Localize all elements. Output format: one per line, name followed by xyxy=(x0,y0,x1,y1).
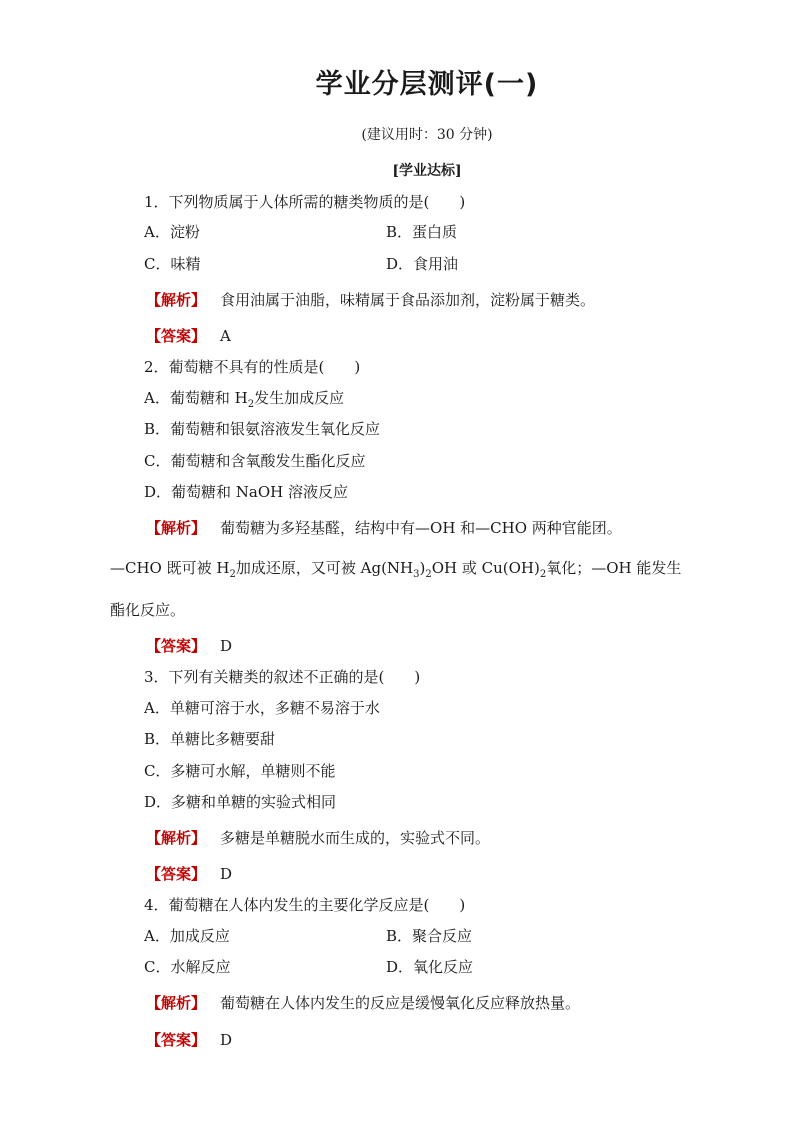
subscript: 2 xyxy=(229,569,236,580)
q2-answer xyxy=(146,636,232,656)
q3-option-b: B．单糖比多糖要甜 xyxy=(144,730,276,748)
answer-label: 【答案】 xyxy=(146,865,207,883)
analysis-label: 【解析】 xyxy=(146,994,207,1012)
subscript: 3 xyxy=(413,569,420,580)
q2-answer-text: D xyxy=(220,637,233,655)
q2-analysis xyxy=(146,518,622,538)
text: 氧化；—OH 能发生 xyxy=(546,559,682,577)
q4-option-c: C．水解反应 xyxy=(144,958,231,976)
answer-label: 【答案】 xyxy=(146,637,207,655)
answer-label: 【答案】 xyxy=(146,327,207,345)
q3-option-c: C．多糖可水解，单糖则不能 xyxy=(144,762,336,780)
text: 加成还原，又可被 Ag(NH xyxy=(235,559,414,577)
q4-option-b: B．聚合反应 xyxy=(386,927,473,945)
q1-option-d: D．食用油 xyxy=(386,255,459,273)
q4-option-d: D．氧化反应 xyxy=(386,958,474,976)
q4-answer-text: D xyxy=(220,1031,233,1049)
text: ) xyxy=(419,559,426,577)
q4-analysis xyxy=(146,993,580,1013)
q1-option-b: B．蛋白质 xyxy=(386,223,458,241)
q1-stem: 1．下列物质属于人体所需的糖类物质的是( ) xyxy=(144,193,466,211)
q2-a-text: A．葡萄糖和 H xyxy=(144,389,248,407)
q4-stem: 4．葡萄糖在人体内发生的主要化学反应是( ) xyxy=(144,896,466,914)
subscript: 2 xyxy=(247,399,255,410)
q1-answer-text: A xyxy=(220,327,231,345)
q3-analysis-text: 多糖是单糖脱水而生成的，实验式不同。 xyxy=(220,829,491,847)
q3-option-a: A．单糖可溶于水，多糖不易溶于水 xyxy=(144,699,380,717)
page-title: 学业分层测评(一) xyxy=(315,69,539,100)
q1-analysis xyxy=(146,290,595,310)
answer-label: 【答案】 xyxy=(146,1031,207,1049)
q2-option-b: B．葡萄糖和银氨溶液发生氧化反应 xyxy=(144,420,381,438)
q2-a-text-end: 发生加成反应 xyxy=(254,389,345,407)
subscript: 2 xyxy=(425,569,432,580)
text: OH 或 Cu(OH) xyxy=(431,559,540,577)
section-heading: [学业达标] xyxy=(392,163,462,179)
q2-option-c: C．葡萄糖和含氧酸发生酯化反应 xyxy=(144,452,366,470)
q3-answer xyxy=(146,864,232,884)
q2-option-a xyxy=(144,388,344,408)
q1-option-c: C．味精 xyxy=(144,255,201,273)
q2-option-d: D．葡萄糖和 NaOH 溶液反应 xyxy=(144,483,349,501)
q4-answer xyxy=(146,1030,232,1050)
analysis-label: 【解析】 xyxy=(146,829,207,847)
q3-answer-text: D xyxy=(220,865,233,883)
subscript: 2 xyxy=(539,569,547,580)
text: —CHO 既可被 H xyxy=(110,559,230,577)
q1-option-a: A．淀粉 xyxy=(144,223,200,241)
q2-stem: 2．葡萄糖不具有的性质是( ) xyxy=(144,358,361,376)
q1-answer xyxy=(146,326,231,346)
time-note: (建议用时：30 分钟) xyxy=(361,127,493,143)
q1-analysis-text: 食用油属于油脂，味精属于食品添加剂，淀粉属于糖类。 xyxy=(220,291,596,309)
analysis-label: 【解析】 xyxy=(146,519,207,537)
q4-option-a: A．加成反应 xyxy=(144,927,230,945)
q2-analysis-cont xyxy=(110,558,681,578)
q4-analysis-text: 葡萄糖在人体内发生的反应是缓慢氧化反应释放热量。 xyxy=(220,994,581,1012)
q3-option-d: D．多糖和单糖的实验式相同 xyxy=(144,793,337,811)
q2-analysis-text: 葡萄糖为多羟基醛，结构中有—OH 和—CHO 两种官能团。 xyxy=(220,519,622,537)
q3-stem: 3．下列有关糖类的叙述不正确的是( ) xyxy=(144,668,421,686)
analysis-label: 【解析】 xyxy=(146,291,207,309)
q2-analysis-end: 酯化反应。 xyxy=(110,601,186,619)
q3-analysis xyxy=(146,828,490,848)
